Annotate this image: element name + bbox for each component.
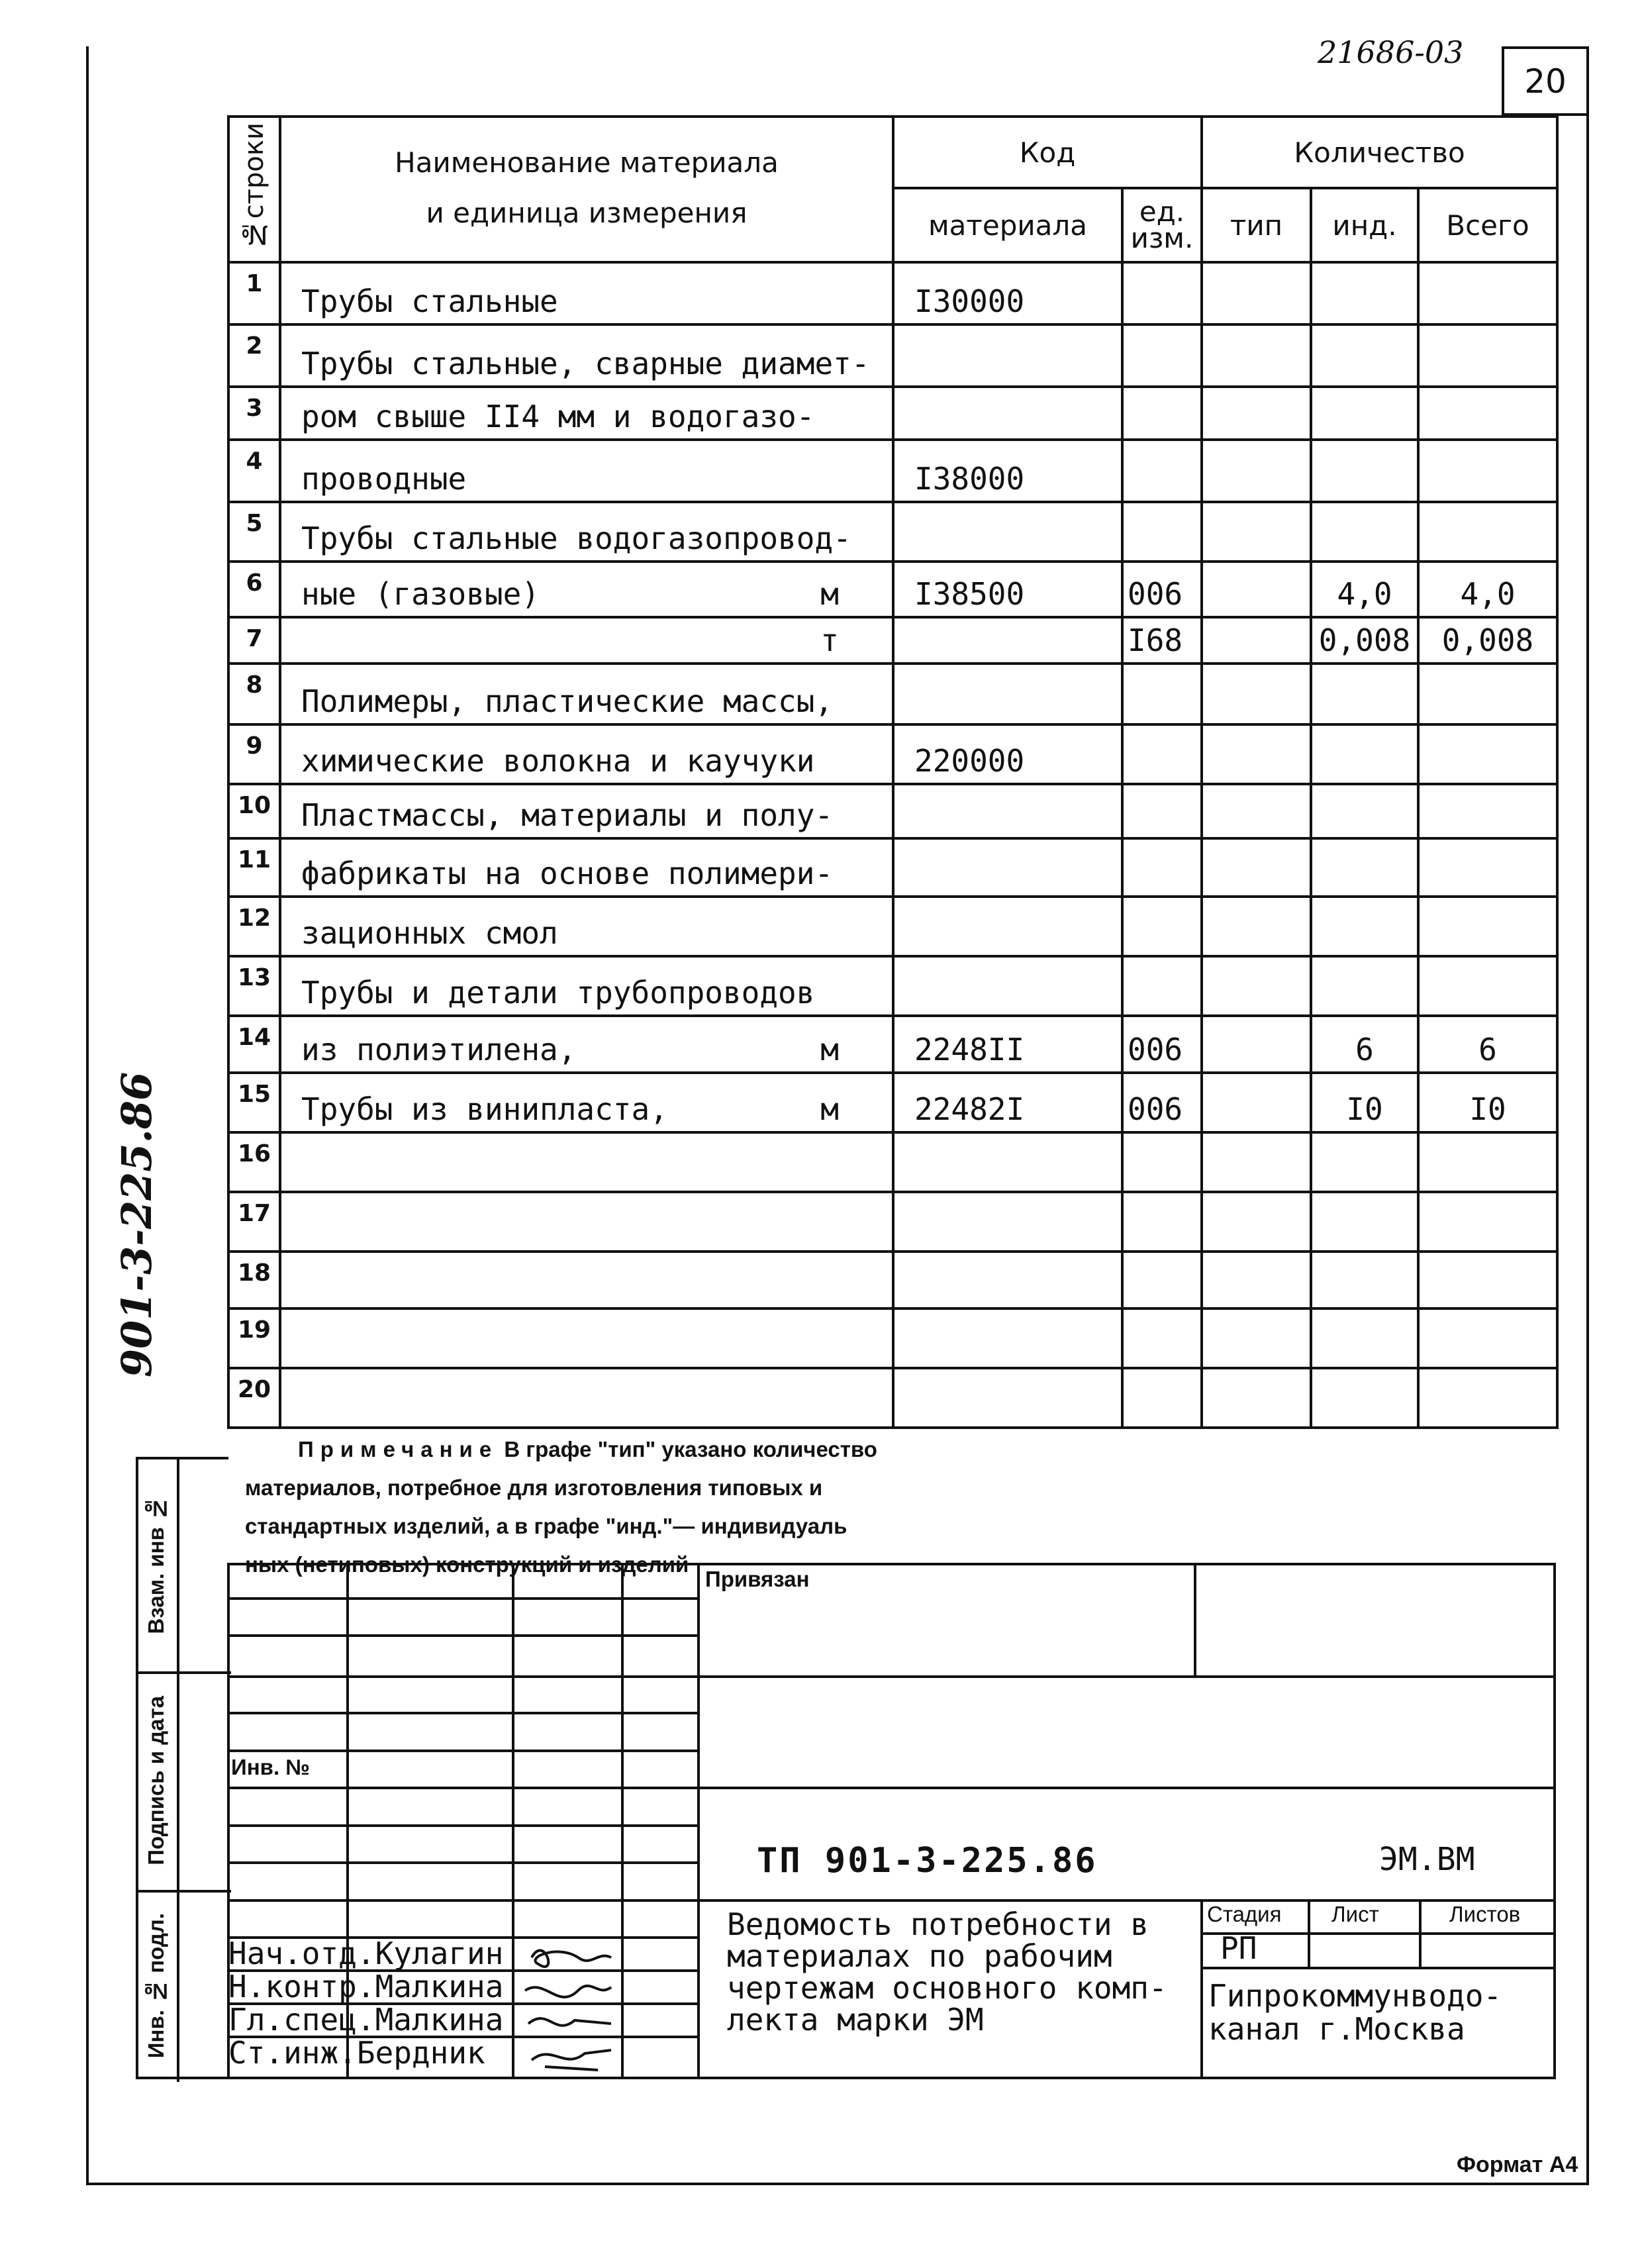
qty-total <box>1418 1368 1557 1428</box>
unit-code <box>1122 897 1202 956</box>
qty-ind <box>1311 324 1418 387</box>
material-code <box>893 838 1122 897</box>
qty-type <box>1202 1192 1311 1252</box>
signatory-row: Нач.отд.Кулагин <box>228 1936 504 1971</box>
material-name <box>280 1132 893 1192</box>
side-approval-strip <box>136 1457 228 2079</box>
table-row <box>228 387 1557 440</box>
row-number: 8 <box>228 664 280 724</box>
note-line: ных (нетиповых) конструкций и изделий <box>245 1552 689 1577</box>
signatory-row: Ст.инж.Бердник <box>228 2035 485 2071</box>
material-name: Трубы стальные <box>280 262 893 324</box>
qty-type <box>1202 617 1311 664</box>
unit-code: 006 <box>1122 1016 1202 1073</box>
material-code <box>893 387 1122 440</box>
qty-type <box>1202 1073 1311 1132</box>
table-row <box>228 1016 1557 1073</box>
material-name <box>280 1252 893 1308</box>
label-privyazan: Привязан <box>705 1567 810 1591</box>
label-signature-date: Подпись и дата <box>144 1696 168 1865</box>
material-code: I38000 <box>893 440 1122 502</box>
table-row <box>228 324 1557 387</box>
row-number: 7 <box>228 617 280 664</box>
qty-total <box>1418 1132 1557 1192</box>
qty-type <box>1202 502 1311 562</box>
table-row <box>228 1368 1557 1428</box>
label-vzam-inv: Взам. инв № <box>144 1497 168 1634</box>
qty-total <box>1418 1308 1557 1368</box>
qty-ind <box>1311 1132 1418 1192</box>
note <box>245 1430 1106 1584</box>
unit-code <box>1122 502 1202 562</box>
row-number: 6 <box>228 562 280 617</box>
note-line: В графе "тип" указано количество <box>498 1437 877 1461</box>
material-code <box>893 1132 1122 1192</box>
qty-ind <box>1311 1192 1418 1252</box>
format-label: Формат А4 <box>1457 2152 1578 2177</box>
material-code <box>893 617 1122 664</box>
qty-type <box>1202 724 1311 784</box>
qty-ind <box>1311 262 1418 324</box>
qty-type <box>1202 838 1311 897</box>
qty-type <box>1202 1368 1311 1428</box>
note-line: материалов, потребное для изготовления типовых и <box>245 1475 823 1500</box>
table-row <box>228 1132 1557 1192</box>
qty-total <box>1418 784 1557 838</box>
qty-type <box>1202 440 1311 502</box>
material-name: из полиэтилена, м <box>280 1016 893 1073</box>
material-name: ром свыше II4 мм и водогазо- <box>280 387 893 440</box>
row-number: 5 <box>228 502 280 562</box>
material-name: Трубы стальные, сварные диамет- <box>280 324 893 387</box>
title-block <box>227 1563 1556 2079</box>
document-mark: ЭМ.ВМ <box>1379 1841 1475 1878</box>
table-row <box>228 562 1557 617</box>
qty-total <box>1418 956 1557 1016</box>
unit-code: 006 <box>1122 562 1202 617</box>
row-number: 13 <box>228 956 280 1016</box>
table-row <box>228 956 1557 1016</box>
material-name: проводные <box>280 440 893 502</box>
row-number: 18 <box>228 1252 280 1308</box>
qty-total <box>1418 1252 1557 1308</box>
qty-type <box>1202 897 1311 956</box>
row-number: 14 <box>228 1016 280 1073</box>
material-code: I38500 <box>893 562 1122 617</box>
material-code <box>893 1368 1122 1428</box>
header-material: материала <box>893 188 1122 262</box>
label-sheets: Листов <box>1449 1902 1521 1926</box>
row-number: 2 <box>228 324 280 387</box>
table-row <box>228 1192 1557 1252</box>
material-code: 2248II <box>893 1016 1122 1073</box>
archive-number: 21686-03 <box>1318 34 1464 70</box>
qty-ind: 0,008 <box>1311 617 1418 664</box>
qty-total <box>1418 387 1557 440</box>
qty-total <box>1418 324 1557 387</box>
table-row <box>228 1252 1557 1308</box>
signatory-row: Н.контр.Малкина <box>228 1969 504 2004</box>
signatures <box>518 1938 618 2077</box>
organization-line: Гипрокоммунводо- <box>1208 1978 1502 2014</box>
material-name <box>280 1368 893 1428</box>
row-number: 17 <box>228 1192 280 1252</box>
material-code <box>893 1252 1122 1308</box>
qty-total: 0,008 <box>1418 617 1557 664</box>
table-row <box>228 724 1557 784</box>
unit-code <box>1122 262 1202 324</box>
material-code <box>893 1192 1122 1252</box>
qty-total <box>1418 440 1557 502</box>
header-name: Наименование материала и единица измерения <box>280 117 893 262</box>
qty-ind: 4,0 <box>1311 562 1418 617</box>
row-number: 15 <box>228 1073 280 1132</box>
table-row <box>228 664 1557 724</box>
table-row <box>228 1073 1557 1132</box>
material-name: Пластмассы, материалы и полу- <box>280 784 893 838</box>
qty-type <box>1202 324 1311 387</box>
material-code: 22482I <box>893 1073 1122 1132</box>
material-code <box>893 1308 1122 1368</box>
qty-type <box>1202 956 1311 1016</box>
qty-ind: I0 <box>1311 1073 1418 1132</box>
qty-total <box>1418 502 1557 562</box>
label-sheet: Лист <box>1331 1902 1379 1926</box>
unit-code <box>1122 387 1202 440</box>
qty-ind <box>1311 838 1418 897</box>
qty-total <box>1418 897 1557 956</box>
material-name: Трубы и детали трубопроводов <box>280 956 893 1016</box>
material-code <box>893 784 1122 838</box>
label-stage: Стадия <box>1207 1902 1282 1926</box>
qty-ind <box>1311 440 1418 502</box>
unit-code <box>1122 440 1202 502</box>
qty-total: I0 <box>1418 1073 1557 1132</box>
table-row <box>228 617 1557 664</box>
page-number: 20 <box>1502 46 1589 116</box>
qty-ind <box>1311 724 1418 784</box>
qty-type <box>1202 1308 1311 1368</box>
row-number: 20 <box>228 1368 280 1428</box>
material-code <box>893 664 1122 724</box>
material-name: химические волокна и каучуки <box>280 724 893 784</box>
unit-code <box>1122 1192 1202 1252</box>
unit-code <box>1122 724 1202 784</box>
header-ind: инд. <box>1311 188 1418 262</box>
unit-code <box>1122 1308 1202 1368</box>
material-name: фабрикаты на основе полимери- <box>280 838 893 897</box>
row-number: 16 <box>228 1132 280 1192</box>
row-number: 19 <box>228 1308 280 1368</box>
table-row <box>228 784 1557 838</box>
table-row <box>228 897 1557 956</box>
document-code: ТП 901-3-225.86 <box>757 1841 1098 1881</box>
table-row <box>228 1308 1557 1368</box>
material-name: ные (газовые) м <box>280 562 893 617</box>
unit-code <box>1122 838 1202 897</box>
qty-ind <box>1311 1308 1418 1368</box>
signatory-row: Гл.спец.Малкина <box>228 2002 504 2038</box>
qty-type <box>1202 664 1311 724</box>
qty-type <box>1202 262 1311 324</box>
material-name: Трубы стальные водогазопровод- <box>280 502 893 562</box>
unit-code <box>1122 1368 1202 1428</box>
qty-ind <box>1311 387 1418 440</box>
unit-code <box>1122 664 1202 724</box>
qty-type <box>1202 1252 1311 1308</box>
unit-code <box>1122 324 1202 387</box>
row-number: 1 <box>228 262 280 324</box>
table-row <box>228 262 1557 324</box>
material-name <box>280 1308 893 1368</box>
row-number: 12 <box>228 897 280 956</box>
header-type: тип <box>1202 188 1311 262</box>
label-inv-no: Инв. № <box>231 1755 311 1779</box>
material-name <box>280 1192 893 1252</box>
material-code: 220000 <box>893 724 1122 784</box>
material-code <box>893 956 1122 1016</box>
stage-value: РП <box>1220 1930 1257 1966</box>
qty-ind <box>1311 1368 1418 1428</box>
qty-total <box>1418 262 1557 324</box>
qty-ind <box>1311 956 1418 1016</box>
material-code <box>893 897 1122 956</box>
unit-of-measure: т <box>820 622 839 658</box>
qty-total <box>1418 724 1557 784</box>
side-document-code: 901-3-225.86 <box>113 1071 161 1377</box>
table-row <box>228 502 1557 562</box>
unit-code <box>1122 784 1202 838</box>
qty-type <box>1202 784 1311 838</box>
qty-ind: 6 <box>1311 1016 1418 1073</box>
qty-ind <box>1311 1252 1418 1308</box>
qty-ind <box>1311 897 1418 956</box>
qty-ind <box>1311 502 1418 562</box>
qty-ind <box>1311 664 1418 724</box>
qty-ind <box>1311 784 1418 838</box>
qty-total <box>1418 664 1557 724</box>
qty-type <box>1202 562 1311 617</box>
material-code: I30000 <box>893 262 1122 324</box>
unit-code <box>1122 1252 1202 1308</box>
qty-type <box>1202 1132 1311 1192</box>
header-quantity: Количество <box>1202 117 1557 188</box>
qty-total <box>1418 1192 1557 1252</box>
materials-table <box>227 115 1559 1429</box>
qty-type <box>1202 1016 1311 1073</box>
qty-type <box>1202 387 1311 440</box>
material-name: Трубы из винипласта, м <box>280 1073 893 1132</box>
material-name: Полимеры, пластические массы, <box>280 664 893 724</box>
material-name: зационных смол <box>280 897 893 956</box>
unit-of-measure: м <box>820 1032 839 1067</box>
label-inv-podl: Инв. № подл. <box>144 1913 168 2059</box>
unit-of-measure: м <box>820 576 839 612</box>
note-label: Примечание <box>298 1437 499 1461</box>
organization-line: канал г.Москва <box>1208 2011 1465 2047</box>
material-code <box>893 324 1122 387</box>
header-code: Код <box>893 117 1202 188</box>
qty-total: 4,0 <box>1418 562 1557 617</box>
header-total: Всего <box>1418 188 1557 262</box>
unit-code <box>1122 1132 1202 1192</box>
row-number: 9 <box>228 724 280 784</box>
qty-total: 6 <box>1418 1016 1557 1073</box>
material-name <box>280 617 893 664</box>
unit-code: I68 <box>1122 617 1202 664</box>
row-number: 3 <box>228 387 280 440</box>
header-unit: ед. изм. <box>1122 188 1202 262</box>
unit-code <box>1122 956 1202 1016</box>
unit-code: 006 <box>1122 1073 1202 1132</box>
unit-of-measure: м <box>820 1091 839 1127</box>
row-number: 10 <box>228 784 280 838</box>
row-number: 4 <box>228 440 280 502</box>
table-row <box>228 440 1557 502</box>
document-title: Ведомость потребности в материалах по рабочим чертежам основного комп- лекта марки ЭМ <box>727 1906 1167 2038</box>
qty-total <box>1418 838 1557 897</box>
header-row-number: №строки <box>228 117 280 262</box>
row-number: 11 <box>228 838 280 897</box>
material-code <box>893 502 1122 562</box>
table-row <box>228 838 1557 897</box>
note-line: стандартных изделий, а в графе "инд."— индивидуаль <box>245 1514 847 1538</box>
